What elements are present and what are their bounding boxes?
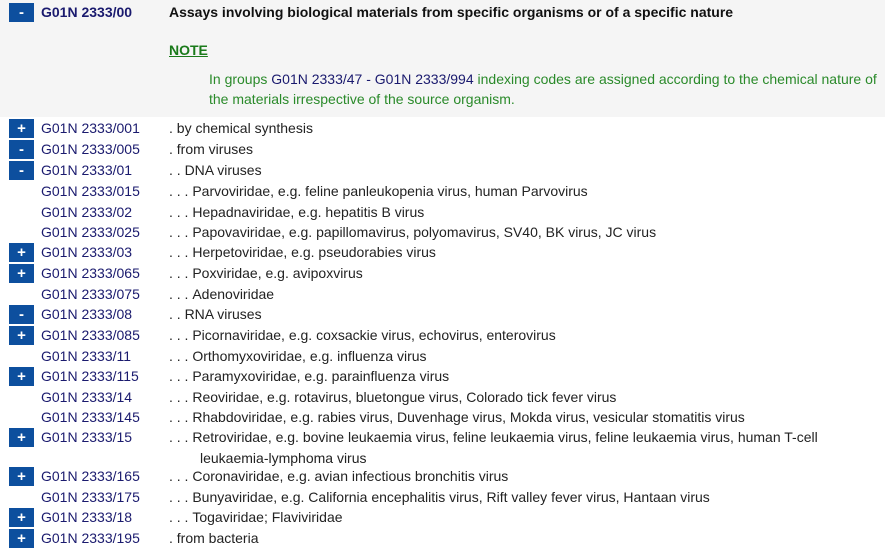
indent-dots: . . xyxy=(169,162,185,178)
code-link[interactable]: G01N 2333/165 xyxy=(41,468,140,484)
expand-button[interactable]: + xyxy=(9,428,34,447)
code-link[interactable]: G01N 2333/025 xyxy=(41,224,140,240)
note-ref-link[interactable]: G01N 2333/47 - G01N 2333/994 xyxy=(271,71,474,87)
indent-dots: . . . xyxy=(169,204,193,220)
code-link[interactable]: G01N 2333/065 xyxy=(41,265,140,281)
indent-dots: . . . xyxy=(169,509,193,525)
indent-dots: . . . xyxy=(169,489,193,505)
entry-text: Retroviridae, e.g. bovine leukaemia virus, feline leukaemia virus, feline leukaemia virus, human T-cell xyxy=(192,429,818,445)
entry-description xyxy=(169,222,881,243)
header-title: Assays involving biological materials from specific organisms or of a specific nature xyxy=(169,4,734,20)
expand-button[interactable]: + xyxy=(9,529,34,548)
code-link[interactable]: G01N 2333/08 xyxy=(41,306,133,322)
code-link[interactable]: G01N 2333/015 xyxy=(41,183,140,199)
header-entry xyxy=(0,0,885,117)
entry-description xyxy=(169,263,881,284)
entry-text: Parvoviridae, e.g. feline panleukopenia virus, human Parvovirus xyxy=(192,183,588,199)
indent-dots: . . . xyxy=(169,429,193,445)
entry-text: from viruses xyxy=(176,141,254,157)
code-link[interactable]: G01N 2333/085 xyxy=(41,327,140,343)
entry-text: Rhabdoviridae, e.g. rabies virus, Duvenhage virus, Mokda virus, vesicular stomatitis virus xyxy=(192,409,745,425)
entry-text: Poxviridae, e.g. avipoxvirus xyxy=(192,265,363,281)
indent-dots: . xyxy=(169,530,177,546)
entry-text: from bacteria xyxy=(176,530,259,546)
code-link[interactable]: G01N 2333/02 xyxy=(41,204,133,220)
entry-text: Picornaviridae, e.g. coxsackie virus, echovirus, enterovirus xyxy=(192,327,556,343)
entry-text: Adenoviridae xyxy=(192,286,275,302)
entry-text: Togaviridae; Flaviviridae xyxy=(192,509,343,525)
entry-text: Orthomyxoviridae, e.g. influenza virus xyxy=(192,348,427,364)
entry-description xyxy=(169,284,881,305)
expand-button[interactable]: + xyxy=(9,508,34,527)
code-link[interactable]: G01N 2333/03 xyxy=(41,244,133,260)
code-link[interactable]: G01N 2333/11 xyxy=(41,348,132,364)
entry-text: DNA viruses xyxy=(184,162,262,178)
entry-description xyxy=(169,181,881,202)
code-link[interactable]: G01N 2333/075 xyxy=(41,286,140,302)
collapse-button[interactable]: - xyxy=(9,305,34,324)
entry-text: Bunyaviridae, e.g. California encephalitis virus, Rift valley fever virus, Hantaan virus xyxy=(192,489,710,505)
entry-description xyxy=(169,507,881,528)
entry-text: Coronaviridae, e.g. avian infectious bronchitis virus xyxy=(192,468,509,484)
entry-text: Paramyxoviridae, e.g. parainfluenza virus xyxy=(192,368,450,384)
code-link[interactable]: G01N 2333/115 xyxy=(41,368,139,384)
entry-text: Hepadnaviridae, e.g. hepatitis B virus xyxy=(192,204,425,220)
indent-dots: . . . xyxy=(169,409,193,425)
indent-dots: . . . xyxy=(169,348,193,364)
entry-description xyxy=(169,202,881,223)
code-link[interactable]: G01N 2333/175 xyxy=(41,489,140,505)
entry-description xyxy=(169,242,881,263)
entry-text: Herpetoviridae, e.g. pseudorabies virus xyxy=(192,244,436,260)
note-text xyxy=(209,69,881,109)
indent-dots: . . . xyxy=(169,327,193,343)
code-link[interactable]: G01N 2333/145 xyxy=(41,409,140,425)
entry-description xyxy=(169,528,881,549)
entry-description xyxy=(169,407,881,428)
indent-dots: . . . xyxy=(169,183,193,199)
indent-dots: . . . xyxy=(169,244,193,260)
entry-text: by chemical synthesis xyxy=(176,120,313,136)
expand-button[interactable]: + xyxy=(9,264,34,283)
entry-text-continued: leukaemia-lymphoma virus xyxy=(200,450,367,466)
entry-description xyxy=(169,304,881,325)
indent-dots: . . . xyxy=(169,468,193,484)
entry-description xyxy=(169,387,881,408)
entry-description xyxy=(169,160,881,181)
entry-description xyxy=(169,366,881,387)
expand-button[interactable]: + xyxy=(9,243,34,262)
entry-text: Papovaviridae, e.g. papillomavirus, polyomavirus, SV40, BK virus, JC virus xyxy=(192,224,657,240)
note-pre: In groups xyxy=(209,71,272,87)
indent-dots: . . xyxy=(169,306,185,322)
code-link[interactable]: G01N 2333/195 xyxy=(41,530,140,546)
collapse-button[interactable]: - xyxy=(9,3,34,22)
entry-text: RNA viruses xyxy=(184,306,262,322)
code-link[interactable]: G01N 2333/001 xyxy=(41,120,140,136)
indent-dots: . . . xyxy=(169,265,193,281)
indent-dots: . . . xyxy=(169,224,193,240)
expand-button[interactable]: + xyxy=(9,367,34,386)
expand-button[interactable]: + xyxy=(9,326,34,345)
note-label: NOTE xyxy=(169,42,208,58)
code-link[interactable]: G01N 2333/005 xyxy=(41,141,140,157)
code-link[interactable]: G01N 2333/15 xyxy=(41,429,133,445)
code-link[interactable]: G01N 2333/18 xyxy=(41,509,133,525)
entry-description xyxy=(169,487,881,508)
indent-dots: . . . xyxy=(169,389,193,405)
entry-description xyxy=(169,325,881,346)
expand-button[interactable]: + xyxy=(9,467,34,486)
expand-button[interactable]: + xyxy=(9,119,34,138)
indent-dots: . xyxy=(169,141,177,157)
entry-description xyxy=(169,346,881,367)
indent-dots: . . . xyxy=(169,286,193,302)
entry-description xyxy=(169,118,881,139)
header-code-link[interactable]: G01N 2333/00 xyxy=(41,4,133,20)
collapse-button[interactable]: - xyxy=(9,161,34,180)
note-post: indexing codes are assigned according to the chemical nature of the materials irrespective of the source organism. xyxy=(209,71,877,107)
code-link[interactable]: G01N 2333/14 xyxy=(41,389,133,405)
entry-description xyxy=(169,427,881,469)
collapse-button[interactable]: - xyxy=(9,140,34,159)
entry-description xyxy=(169,139,881,160)
entry-text: Reoviridae, e.g. rotavirus, bluetongue virus, Colorado tick fever virus xyxy=(192,389,617,405)
indent-dots: . xyxy=(169,120,177,136)
entry-description xyxy=(169,466,881,487)
indent-dots: . . . xyxy=(169,368,193,384)
code-link[interactable]: G01N 2333/01 xyxy=(41,162,133,178)
